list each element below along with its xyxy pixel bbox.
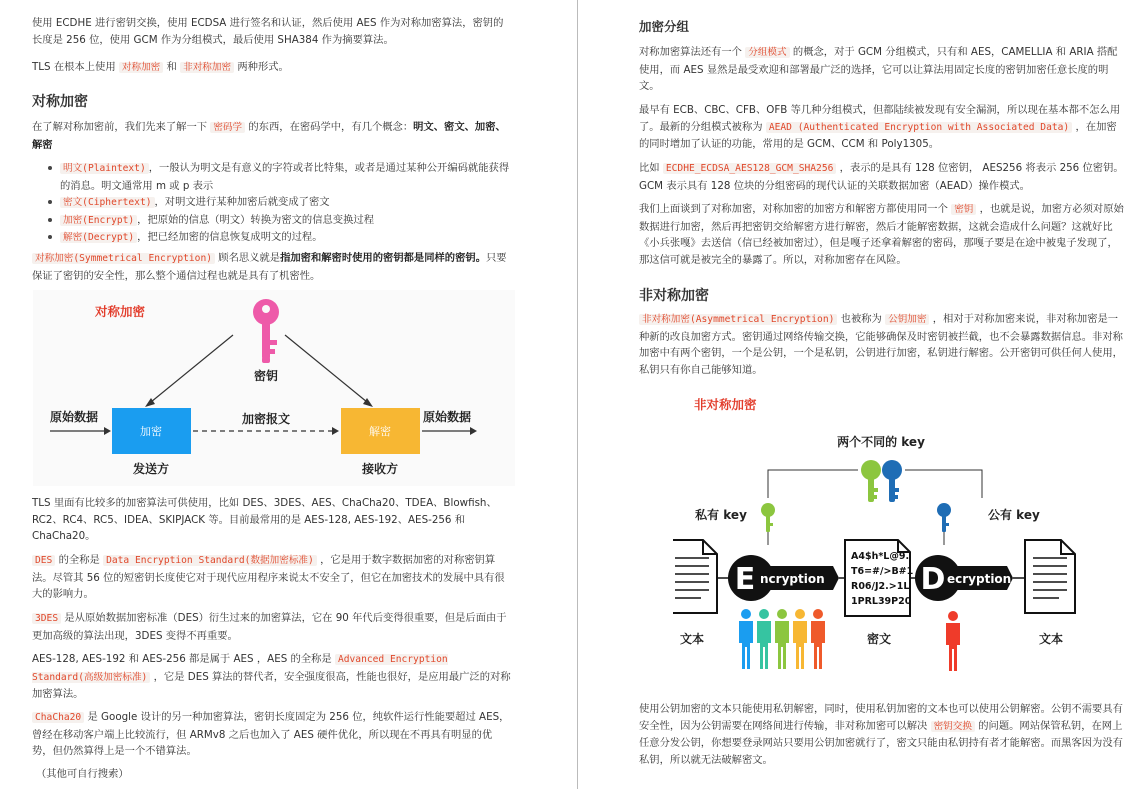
- list-item: [46, 194, 512, 212]
- cipher-line: A4$h*L@9.: [851, 551, 910, 562]
- people-icon-group: [739, 609, 825, 669]
- text-span: 顾名思义就是: [215, 252, 281, 264]
- text-span: 的全称是: [55, 554, 104, 566]
- text-span: TLS 在根本上使用: [32, 61, 119, 73]
- cipher-message-label: 加密报文: [241, 412, 291, 426]
- text-span: ，表示的是具有 128 位密钥， AES256 将表示 256 位密钥。GCM 表示具有 128 位块的分组密码的现代认证的关联数据加密（AEAD）操作模式。: [639, 162, 1124, 192]
- algorithms-paragraph: TLS 里面有比较多的加密算法可供使用，比如 DES、3DES、AES、ChaCha20、TDEA、Blowfish、RC2、RC4、RC5、IDEA、SKIPJACK 等。目前最常用的是 AES-128, AES-192、AES-256 和 ChaCha20。: [32, 497, 497, 542]
- plaintext-right-label: 文本: [1038, 632, 1064, 646]
- text-span: 的概念，对于 GCM 分组模式，只有和 AES，CAMELLIA 和 ARIA 搭配使用，而 AES 显然是最受欢迎和部署最广泛的选择，它可以让算法用固定长度的密钥加密任意长度的明文。: [639, 46, 1118, 92]
- text-span: 是从原始数据加密标准（DES）衍生过来的加密算法，它在 90 年代后变得很重要，但是后面由于更加高级的算法出现，3DES 变得不再重要。: [32, 612, 507, 642]
- code-key: 密钥: [951, 204, 976, 215]
- code-asymmetric: 非对称加密: [180, 62, 234, 73]
- code-term: 解密(Decrypt): [60, 232, 137, 243]
- asymmetric-definition-paragraph: [639, 311, 1125, 378]
- encryption-word: ncryption: [760, 572, 825, 586]
- symmetric-heading: 对称加密: [32, 94, 88, 110]
- code-des-fullname: Data Encryption Standard(数据加密标准): [103, 555, 317, 566]
- text-span: 两种形式。: [234, 61, 289, 73]
- block-mode-paragraph: [639, 44, 1125, 95]
- public-key-icon: [937, 503, 951, 532]
- code-des: DES: [32, 555, 55, 566]
- code-symmetric-encryption: 对称加密(Symmetrical Encryption): [32, 253, 215, 264]
- cipher-line: T6=#/>B#1: [851, 566, 914, 577]
- decryption-word: ecryption: [947, 572, 1012, 586]
- person-icon: [946, 611, 960, 671]
- term-description: ，把原始的信息（明文）转换为密文的信息变换过程: [137, 213, 374, 226]
- plaintext-left-label: 文本: [679, 632, 705, 646]
- text-span: 使用公钥加密的文本只能使用私钥解密，同时，使用私钥加密的文本也可以使用公钥解密。公钥不需要具有安全性，因为公钥需要在网络间进行传输，非对称加密可以解决: [639, 703, 1123, 732]
- decryption-initial: D: [920, 562, 946, 597]
- code-term: 加密(Encrypt): [60, 215, 137, 226]
- text-span: 和: [163, 61, 181, 73]
- plain-output-label: 原始数据: [423, 410, 472, 424]
- ciphertext-label: 密文: [866, 632, 892, 646]
- code-aead: AEAD (Authenticated Encryption with Associated Data): [766, 122, 1072, 133]
- asymmetric-encryption-figure: [673, 390, 1103, 690]
- cipher-suite-paragraph: [639, 160, 1125, 194]
- branch-line-right: [905, 470, 982, 498]
- text-span: 也被称为: [837, 313, 886, 325]
- encrypt-box-label: 加密: [140, 425, 162, 438]
- code-term: 密文(Ciphertext): [60, 197, 155, 208]
- text-span: 的问题。网站保管私钥，在网上任意分发公钥，你想要登录网站只要用公钥加密就行了，密文只能由私钥持有者才能解密。而黑客因为没有私钥，所以就无法破解密文。: [639, 719, 1123, 766]
- code-aes-fullname: Advanced Encryption Standard(高级加密标准): [32, 654, 448, 683]
- text-span: ，相对于对称加密来说，非对称加密是一种新的改良加密方式。密钥通过网络传输交换，它能够确保及时密钥被拦截，也不会暴露数据信息。非对称加密中有两个密钥，一个是公钥，一个是私钥，公钥进行加密，私钥进行解密。公开密钥可供任何人使用，私钥只有你自己能够知道。: [639, 313, 1123, 376]
- private-key-label: 私有 key: [695, 508, 747, 522]
- sender-label: 发送方: [132, 462, 170, 476]
- term-description: ，把已经加密的信息恢复成明文的过程。: [137, 231, 323, 243]
- code-public-key-encryption: 公钥加密: [885, 314, 929, 325]
- encryption-initial: E: [734, 562, 756, 597]
- tls-forms-paragraph: [32, 59, 510, 77]
- branch-line-left: [768, 470, 858, 498]
- block-mode-heading: 加密分组: [639, 19, 690, 34]
- key-label: 密钥: [253, 369, 279, 383]
- text-span: 在了解对称加密前，我们先来了解一下: [32, 121, 211, 133]
- aead-paragraph: [639, 102, 1125, 153]
- intro-paragraph: 使用 ECDHE 进行密钥交换，使用 ECDSA 进行签名和认证，然后使用 AES 作为对称加密算法，密钥的长度是 256 位，使用 GCM 作为分组模式，最后使用 SHA384 作为摘要算法。: [32, 17, 504, 46]
- asymmetric-heading: 非对称加密: [639, 288, 709, 304]
- chacha20-paragraph: [32, 709, 512, 760]
- text-span: 是 Google 设计的另一种加密算法，密钥长度固定为 256 位，纯软件运行性能要超过 AES，曾经在移动客户端上比较流行，但 ARMv8 之后也加入了 AES 硬件优化，所以现在不再具有明显的优势，但仍然算得上是一个不错算法。: [32, 711, 510, 757]
- code-asymmetric-encryption: 非对称加密(Asymmetrical Encryption): [639, 314, 837, 325]
- plaintext-left-document-icon: [673, 540, 717, 613]
- concepts-bold: 明文、密文、加密、解密: [32, 121, 506, 151]
- code-3des: 3DES: [32, 613, 61, 624]
- text-span: 对称加密算法还有一个: [639, 46, 746, 58]
- code-key-exchange: 密钥交换: [931, 721, 975, 732]
- text-span: ，它是用于数字数据加密的对称密钥算法。尽管其 56 位的短密钥长度使它对于现代应用程序来说太不安全了，但它在加密技术的发展中具有很大的影响力。: [32, 554, 505, 600]
- figure-title: 对称加密: [95, 304, 146, 319]
- code-chacha20: ChaCha20: [32, 712, 84, 723]
- person-icon: [757, 609, 771, 669]
- code-block-mode: 分组模式: [745, 47, 789, 58]
- right-column: [578, 0, 1143, 789]
- public-key-label: 公有 key: [988, 508, 1040, 522]
- person-icon: [793, 609, 807, 669]
- symmetric-definition-paragraph: [32, 250, 512, 284]
- code-cipher-suite: ECDHE_ECDSA_AES128_GCM_SHA256: [663, 163, 837, 174]
- key-hole: [262, 305, 270, 313]
- text-span: 只要保证了密钥的安全性，那么整个通信过程也就是具有了机密性。: [32, 252, 507, 282]
- cipher-line: R06/J2.>1L: [851, 581, 910, 592]
- code-term: 明文(Plaintext): [60, 163, 149, 174]
- text-span: ，它是 DES 算法的替代者，安全强度很高，性能也很好，是应用最广泛的对称加密算法。: [32, 670, 511, 700]
- decryption-badge: [915, 555, 1013, 601]
- definition-bold: 指加密和解密时使用的密钥都是同样的密钥。: [280, 252, 486, 264]
- cryptography-paragraph: [32, 119, 510, 153]
- text-span: 我们上面谈到了对称加密，对称加密的加密方和解密方都使用同一个: [639, 203, 952, 215]
- code-symmetric: 对称加密: [119, 62, 163, 73]
- private-key-icon: [761, 503, 775, 532]
- aes-paragraph: [32, 651, 512, 703]
- encryption-badge: [728, 555, 839, 601]
- text-span: 的东西，在密码学中，有几个概念：: [245, 121, 414, 133]
- plaintext-right-document-icon: [1025, 540, 1075, 613]
- person-icon: [775, 609, 789, 669]
- term-description: ，对明文进行某种加密后就变成了密文: [154, 196, 330, 208]
- cipher-line: 1PRL39P20: [851, 596, 912, 607]
- text-span: ，在加密的同时增加了认证的功能，常用的是 GCM、CCM 和 Poly1305。: [639, 120, 1117, 150]
- text-span: AES-128, AES-192 和 AES-256 都是属于 AES ，AES 的全称是: [32, 653, 335, 665]
- list-item: [46, 229, 512, 247]
- des-paragraph: [32, 552, 512, 603]
- term-description: ，一般认为明文是有意义的字符或者比特集，或者是通过某种公开编码就能获得的消息。明文通常用 m 或 p 表示: [60, 162, 510, 192]
- person-icon: [811, 609, 825, 669]
- text-span: 比如: [639, 162, 663, 174]
- decrypt-box-label: 解密: [369, 425, 391, 438]
- list-item: [46, 212, 512, 230]
- public-key-usage-paragraph: [639, 701, 1125, 768]
- text-span: ，也就是说，加密方必须对原始数据进行加密，然后再把密钥交给解密方进行解密，然后才能解密数据，这就会造成什么问题？这就好比《小兵张嘎》去送信（信已经被加密过），但是嘎子还拿着解密的密码，那嘎子要是在途中被鬼子发现了，那这信可就是被完全的暴露了。所以，对称加密存在风险。: [639, 203, 1124, 266]
- person-icon: [739, 609, 753, 669]
- blue-key-icon: [882, 460, 902, 502]
- two-keys-label: 两个不同的 key: [837, 435, 925, 449]
- figure-title: 非对称加密: [694, 397, 757, 412]
- concept-list: [46, 160, 512, 247]
- code-cryptography: 密码学: [210, 122, 245, 133]
- more-note: （其他可自行搜索）: [36, 768, 129, 780]
- receiver-label: 接收方: [361, 462, 399, 476]
- symmetric-risk-paragraph: [639, 201, 1125, 268]
- symmetric-encryption-figure: [33, 290, 515, 486]
- list-item: [46, 160, 512, 194]
- 3des-paragraph: [32, 610, 512, 644]
- plain-input-label: 原始数据: [50, 410, 99, 424]
- green-key-icon: [861, 460, 881, 502]
- text-span: 最早有 ECB、CBC、CFB、OFB 等几种分组模式，但都陆续被发现有安全漏洞，所以现在基本都不怎么用了。最新的分组模式被称为: [639, 104, 1121, 133]
